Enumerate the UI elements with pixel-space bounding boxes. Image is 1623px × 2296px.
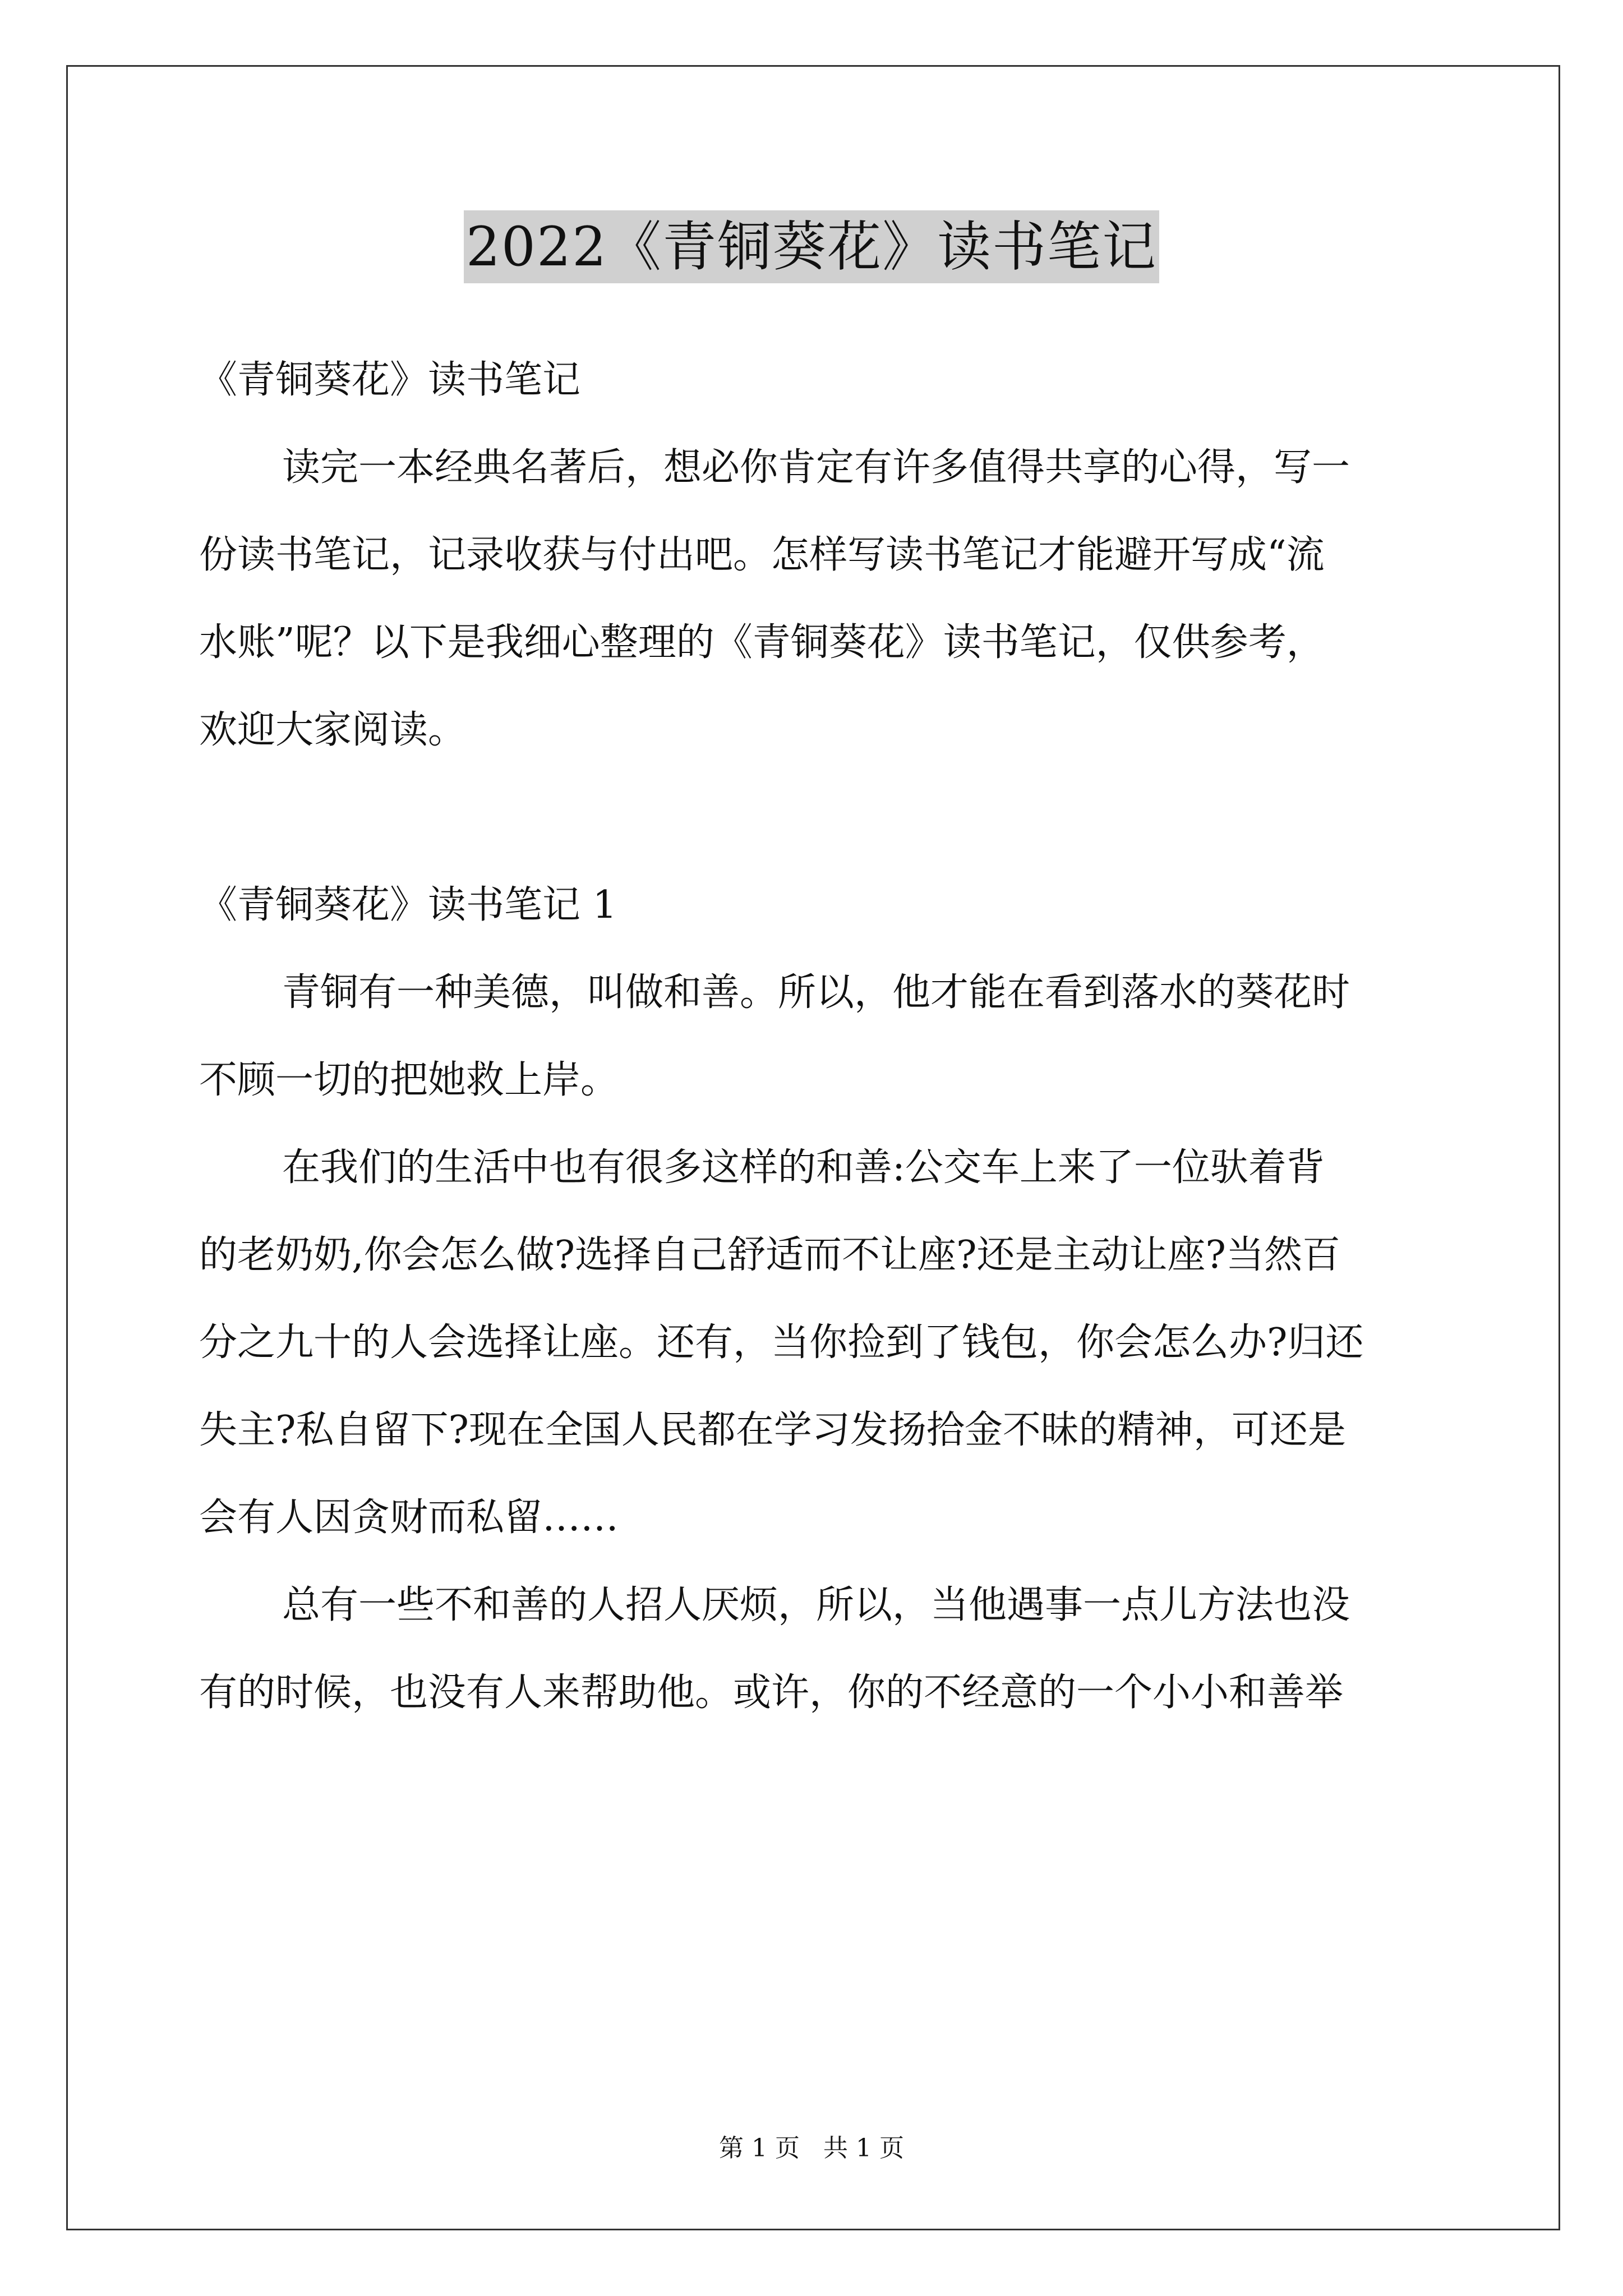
- document-title: 2022《青铜葵花》读书笔记: [464, 210, 1159, 283]
- paragraph-line: 青铜有一种美德，叫做和善。所以，他才能在看到落水的葵花时: [282, 970, 1350, 1015]
- paragraph-line: 会有人因贪财而私留……: [199, 1496, 619, 1540]
- paragraph-line: 在我们的生活中也有很多这样的和善:公交车上来了一位驮着背: [282, 1145, 1325, 1190]
- section-heading: 《青铜葵花》读书笔记 1: [199, 883, 617, 927]
- page-footer: 第 1 页 共 1 页: [719, 2134, 904, 2162]
- title-wrap: [0, 210, 1623, 283]
- paragraph-line: 的老奶奶,你会怎么做?选择自己舒适而不让座?还是主动让座?当然百: [199, 1233, 1340, 1277]
- blank-line: [199, 774, 1433, 862]
- document-body: [199, 337, 1433, 1737]
- paragraph-line: 水账”呢？以下是我细心整理的《青铜葵花》读书笔记，仅供参考，: [199, 620, 1325, 665]
- paragraph-line: 失主?私自留下?现在全国人民都在学习发扬拾金不昧的精神，可还是: [199, 1408, 1346, 1452]
- paragraph-line: 不顾一切的把她救上岸。: [199, 1058, 619, 1102]
- paragraph-line: 分之九十的人会选择让座。还有，当你捡到了钱包，你会怎么办?归还: [199, 1320, 1364, 1365]
- paragraph-line: 有的时候，也没有人来帮助他。或许，你的不经意的一个小小和善举: [199, 1671, 1344, 1715]
- paragraph-line: 总有一些不和善的人招人厌烦，所以，当他遇事一点儿方法也没: [282, 1583, 1350, 1627]
- paragraph-line: 份读书笔记，记录收获与付出吧。怎样写读书笔记才能避开写成“流: [199, 533, 1325, 577]
- subtitle: 《青铜葵花》读书笔记: [199, 358, 581, 402]
- paragraph-line: 读完一本经典名著后，想必你肯定有许多值得共享的心得，写一: [282, 445, 1350, 490]
- paragraph-line: 欢迎大家阅读。: [199, 708, 467, 752]
